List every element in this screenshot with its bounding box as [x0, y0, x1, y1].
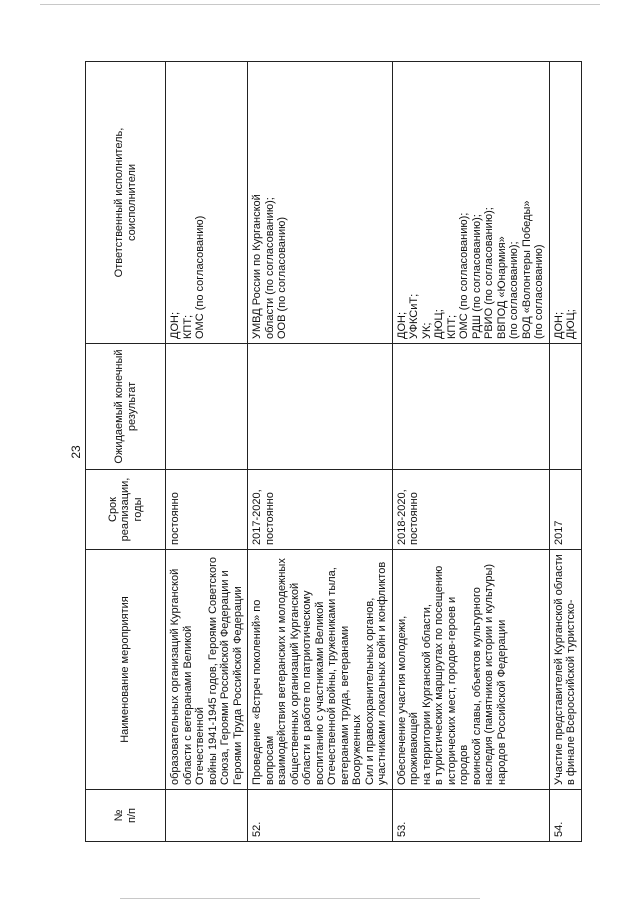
- row-result: [392, 344, 549, 470]
- scan-artifact-top: [40, 4, 600, 5]
- executor-line: ДОН;: [552, 311, 565, 339]
- executor-line: области (по согласованию);: [263, 197, 276, 339]
- executor-line: РВИО (по согласованию);: [483, 207, 495, 339]
- row-name: Участие представителей Курганской области в финале Всероссийской туристско-: [549, 550, 581, 790]
- executor-line: ДОН;: [395, 311, 408, 339]
- events-table: [85, 61, 582, 842]
- table-row: [549, 62, 581, 842]
- row-num: 53.: [392, 790, 549, 842]
- row-name: Обеспечение участия молодежи, проживающей на территории Курганской области, в туристических маршрутах по посещению исторических мест, городов-героев и городов воинской славы, объектов культурного наследия (памятников истории и культуры) народов Российской Федерации: [392, 550, 549, 790]
- row-name: Проведение «Встреч поколений» по вопросам взаимодействия ветеранских и молодежных общественных организаций Курганской области в работе по патриотическому воспитанию с участниками Великой Отечественной войны, тружениками тыла, ветеранами труда, ветеранами Вооруженных Сил и правоохранительных органов, участниками локальных войн и конфликтов: [248, 550, 393, 790]
- executor-line: УК;: [420, 322, 433, 339]
- row-num: 52.: [248, 790, 393, 842]
- row-term: 2017-2020, постоянно: [248, 470, 393, 550]
- row-executors: [166, 62, 248, 344]
- table-row: [392, 62, 549, 842]
- executor-line: ДОН;: [169, 311, 181, 339]
- table-row: [248, 62, 393, 842]
- executor-line: УФКСиТ;: [408, 293, 420, 339]
- row-num: 54.: [549, 790, 581, 842]
- executor-line: ООВ (по согласованию): [276, 216, 288, 339]
- executor-line: ВВПОД «Юнармия»: [495, 236, 508, 339]
- executor-line: (по согласованию): [533, 244, 545, 339]
- row-executors: [549, 62, 581, 344]
- scan-artifact-bottom: [120, 898, 480, 899]
- header-name: Наименование мероприятия: [86, 550, 166, 790]
- row-executors: [392, 62, 549, 344]
- header-result: Ожидаемый конечный результат: [86, 344, 166, 470]
- row-result: [166, 344, 248, 470]
- header-num: № п/п: [86, 790, 166, 842]
- executor-line: ВОД «Волонтеры Победы»: [520, 200, 533, 339]
- executor-line: ДЮЦ;: [433, 309, 445, 339]
- row-result: [248, 344, 393, 470]
- row-result: [549, 344, 581, 470]
- executor-line: ДЮЦ;: [565, 309, 577, 339]
- row-term: 2017: [549, 470, 581, 550]
- executor-line: КПТ;: [181, 314, 194, 339]
- executor-line: УМВД России по Курганской: [251, 194, 263, 339]
- table-header-row: [86, 62, 166, 842]
- header-executor: Ответственный исполнитель, соисполнители: [86, 62, 166, 344]
- page-number: 23: [69, 445, 83, 459]
- rotated-page-content: [85, 62, 577, 842]
- row-term: 2018-2020, постоянно: [392, 470, 549, 550]
- executor-line: ОМС (по согласованию): [194, 215, 206, 339]
- header-term: Срок реализации, годы: [86, 470, 166, 550]
- row-term: постоянно: [166, 470, 248, 550]
- executor-line: (по согласованию);: [508, 241, 520, 339]
- executor-line: ОМС (по согласованию);: [458, 212, 470, 339]
- row-executors: [248, 62, 393, 344]
- executor-line: РДШ (по согласованию);: [470, 214, 483, 339]
- table-row: [166, 62, 248, 842]
- executor-line: КПТ;: [445, 314, 458, 339]
- row-num: [166, 790, 248, 842]
- row-name: образовательных организаций Курганской области с ветеранами Великой Отечественной войны 1941-1945 годов, Героями Советского Союза, Героями Российской Федерации и Героями Труда Российской Федерации: [166, 550, 248, 790]
